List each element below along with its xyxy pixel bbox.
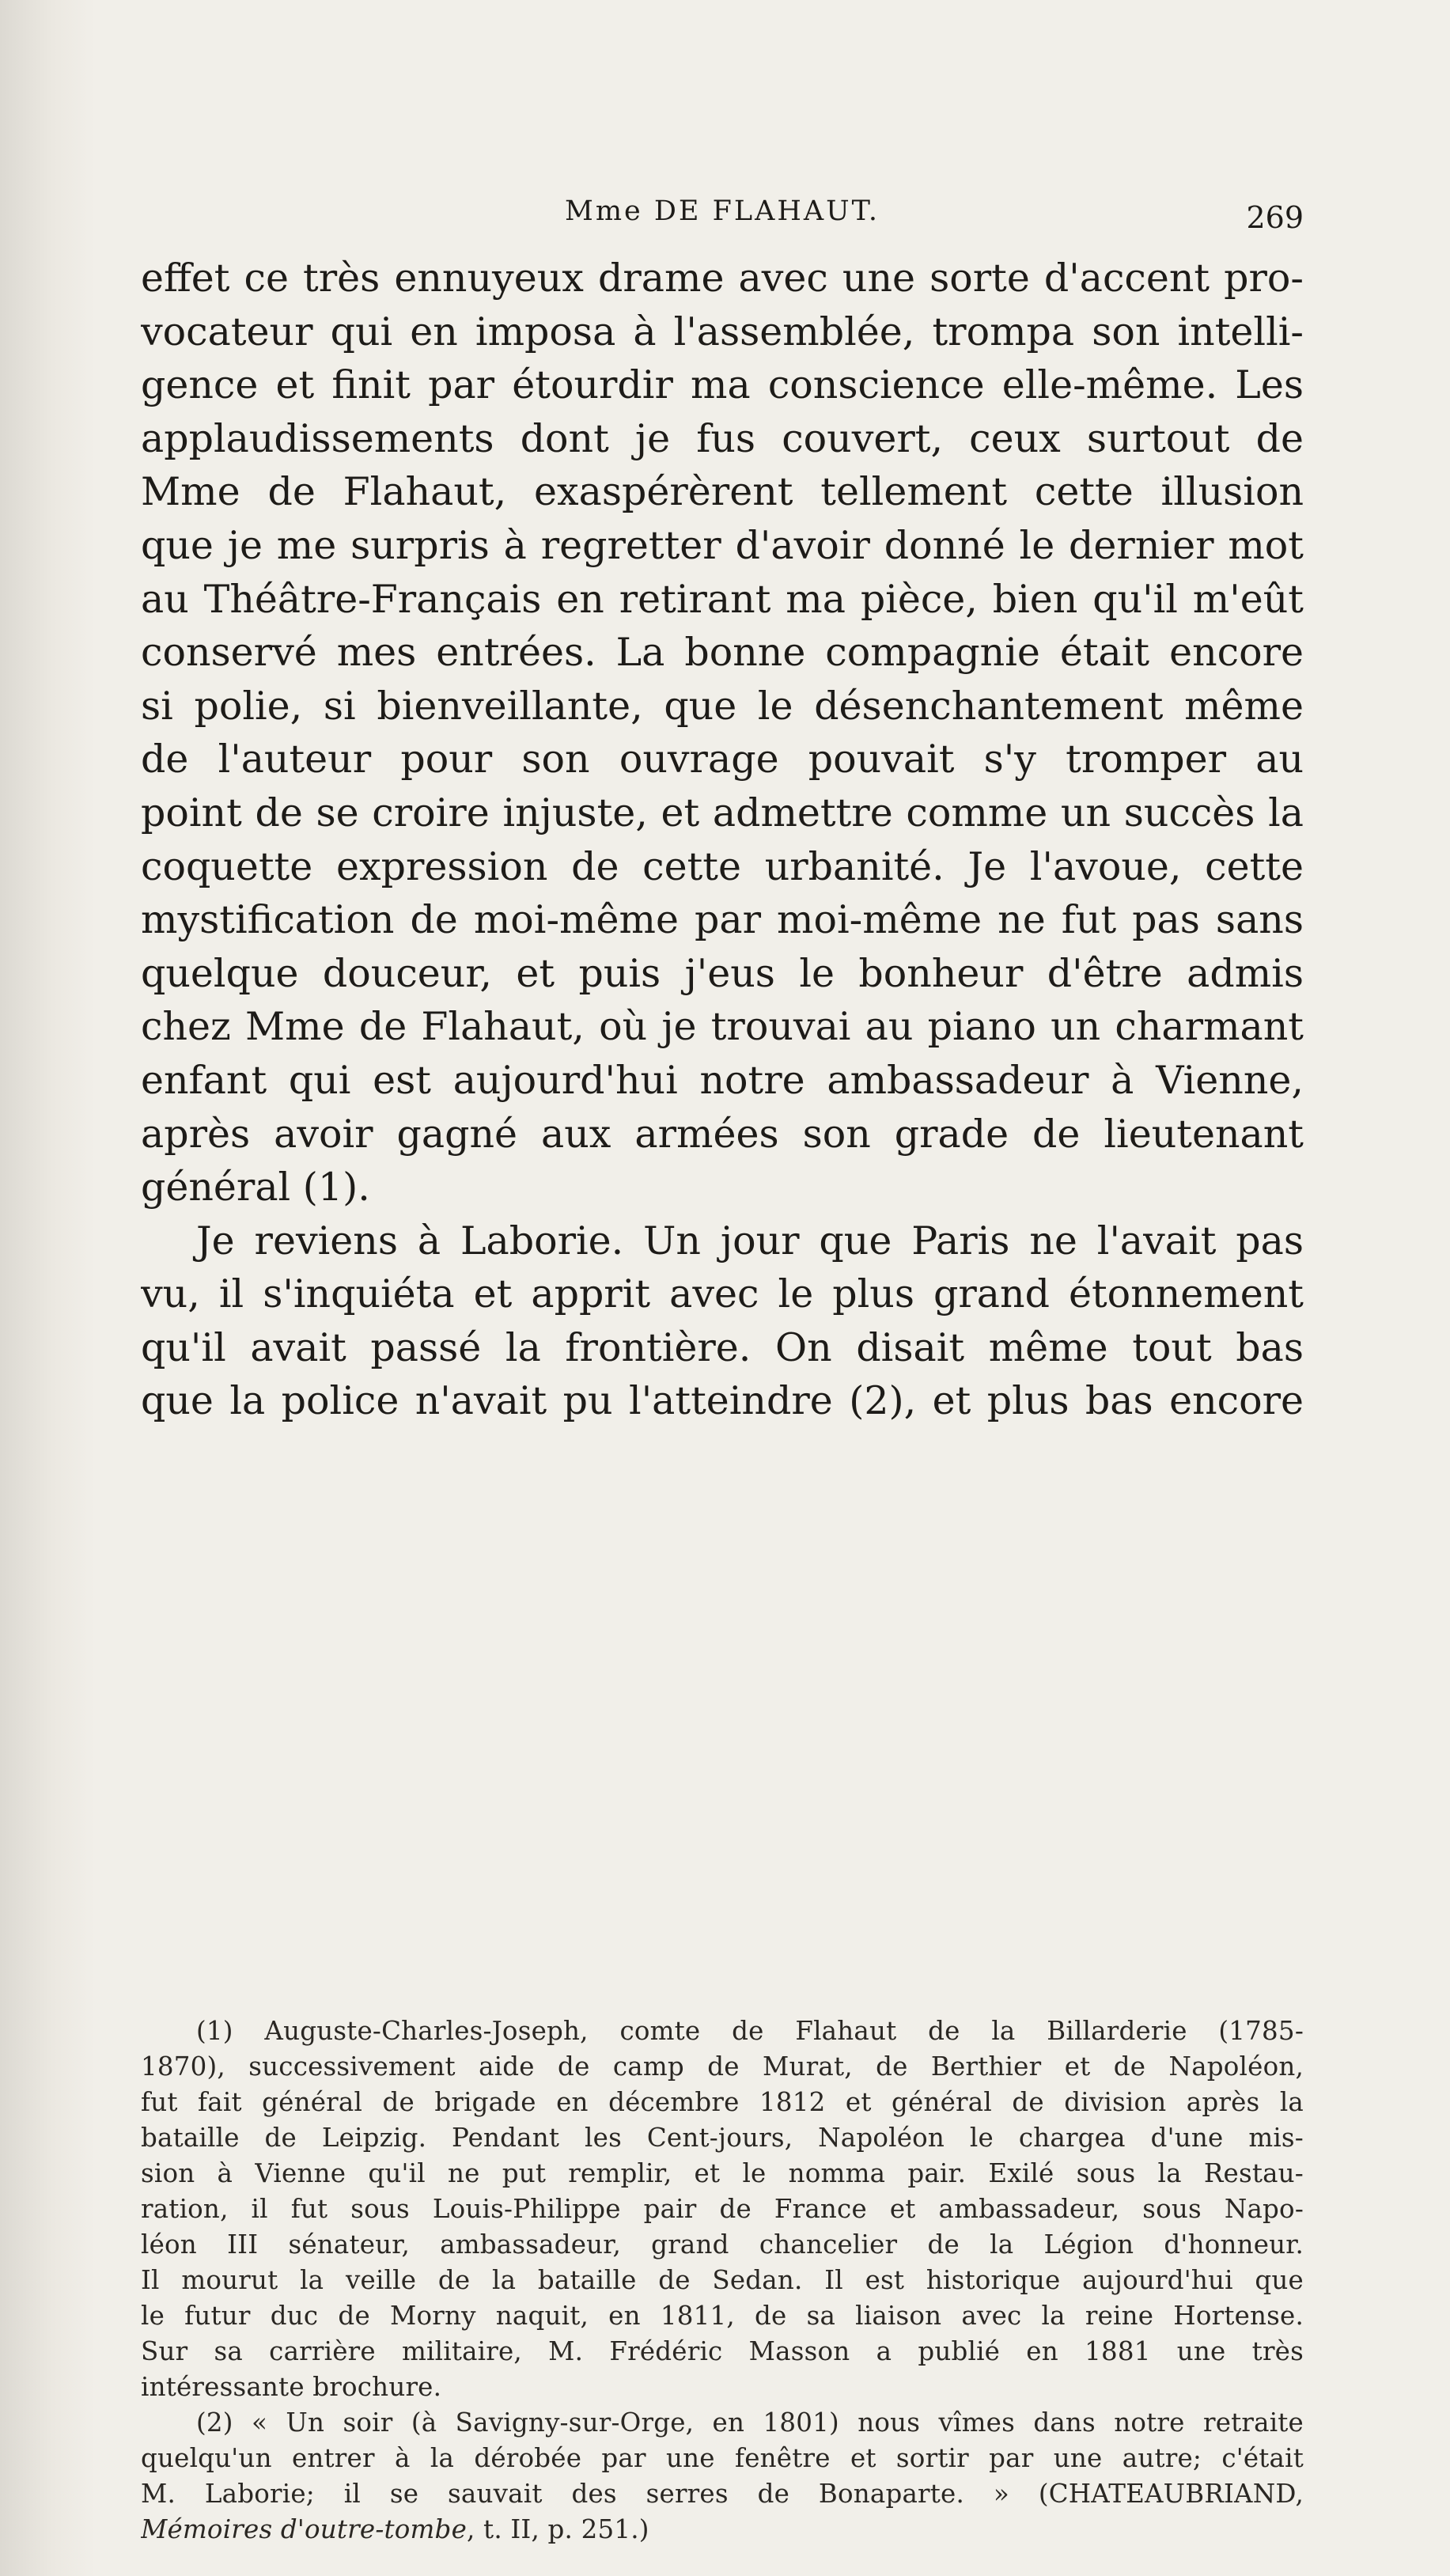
text-line: point de se croire injuste, et admettre comme un succès la xyxy=(141,790,1304,835)
book-title: Mémoires d'outre-tombe xyxy=(141,2514,467,2544)
text-line: Mme de Flahaut, exaspérèrent tellement cette illusion xyxy=(141,469,1304,515)
page-header xyxy=(141,191,1304,239)
running-head: Mme DE FLAHAUT. xyxy=(564,195,880,227)
main-text xyxy=(141,252,1304,1428)
footnote-line: le futur duc de Morny naquit, en 1811, de sa liaison avec la reine Hortense. xyxy=(141,2301,1304,2331)
footnote-line: sion à Vienne qu'il ne put remplir, et le nomma pair. Exilé sous la Restau- xyxy=(141,2158,1304,2188)
text-line: au Théâtre-Français en retirant ma pièce, bien qu'il m'eût xyxy=(141,576,1304,622)
footnote-line: (1) Auguste-Charles-Joseph, comte de Flahaut de la Billarderie (1785- xyxy=(196,2016,1304,2046)
text-line: mystification de moi-même par moi-même ne fut pas sans xyxy=(141,897,1304,943)
text-line: que la police n'avait pu l'atteindre (2), et plus bas encore xyxy=(141,1378,1304,1424)
text-line: après avoir gagné aux armées son grade de lieutenant xyxy=(141,1111,1304,1157)
footnote-line: Il mourut la veille de la bataille de Sedan. Il est historique aujourd'hui que xyxy=(141,2265,1304,2295)
footnote-line: 1870), successivement aide de camp de Murat, de Berthier et de Napoléon, xyxy=(141,2051,1304,2082)
footnote-line: fut fait général de brigade en décembre 1812 et général de division après la xyxy=(141,2087,1304,2117)
paragraph-2 xyxy=(141,1214,1304,1428)
text-line: coquette expression de cette urbanité. Je l'avoue, cette xyxy=(141,843,1304,889)
footnote-line: bataille de Leipzig. Pendant les Cent-jours, Napoléon le chargea d'une mis- xyxy=(141,2123,1304,2153)
footnote-2 xyxy=(141,2405,1304,2548)
text-line: vocateur qui en imposa à l'assemblée, trompa son intelli- xyxy=(141,309,1304,354)
text-line: effet ce très ennuyeux drame avec une sorte d'accent pro- xyxy=(141,256,1304,301)
text-line: vu, il s'inquiéta et apprit avec le plus grand étonnement xyxy=(141,1271,1304,1317)
footnote-line: (2) « Un soir (à Savigny-sur-Orge, en 1801) nous vîmes dans notre retraite xyxy=(196,2407,1304,2438)
text-line: conservé mes entrées. La bonne compagnie était encore xyxy=(141,630,1304,676)
footnote-line-last xyxy=(141,2512,1304,2548)
footnote-line: M. Laborie; il se sauvait des serres de Bonaparte. » (CHATEAUBRIAND, xyxy=(141,2479,1304,2509)
text-line: de l'auteur pour son ouvrage pouvait s'y tromper au xyxy=(141,737,1304,782)
footnote-line: quelqu'un entrer à la dérobée par une fenêtre et sortir par une autre; c'était xyxy=(141,2443,1304,2473)
text-line: si polie, si bienveillante, que le désenchantement même xyxy=(141,683,1304,729)
text-line: gence et finit par étourdir ma conscience elle-même. Les xyxy=(141,362,1304,408)
citation-rest: , t. II, p. 251.) xyxy=(467,2514,649,2544)
text-line: applaudissements dont je fus couvert, ceux surtout de xyxy=(141,415,1304,461)
footnote-line: léon III sénateur, ambassadeur, grand chancelier de la Légion d'honneur. xyxy=(141,2229,1304,2260)
text-line: que je me surpris à regretter d'avoir donné le dernier mot xyxy=(141,522,1304,568)
text-line: enfant qui est aujourd'hui notre ambassadeur à Vienne, xyxy=(141,1057,1304,1103)
page-number: 269 xyxy=(1246,200,1304,235)
footnotes xyxy=(141,2013,1304,2548)
text-line: chez Mme de Flahaut, où je trouvai au piano un charmant xyxy=(141,1004,1304,1050)
page-gutter-shadow xyxy=(0,0,95,2576)
text-line: qu'il avait passé la frontière. On disait même tout bas xyxy=(141,1324,1304,1370)
paragraph-1 xyxy=(141,252,1304,1214)
text-line: quelque douceur, et puis j'eus le bonheur d'être admis xyxy=(141,950,1304,996)
text-line: général (1). xyxy=(141,1165,370,1210)
footnote-line: ration, il fut sous Louis-Philippe pair de France et ambassadeur, sous Napo- xyxy=(141,2194,1304,2224)
footnote-line: intéressante brochure. xyxy=(141,2372,442,2402)
footnote-line: Sur sa carrière militaire, M. Frédéric Masson a publié en 1881 une très xyxy=(141,2336,1304,2366)
text-line: Je reviens à Laborie. Un jour que Paris ne l'avait pas xyxy=(196,1218,1304,1263)
footnote-1 xyxy=(141,2013,1304,2405)
